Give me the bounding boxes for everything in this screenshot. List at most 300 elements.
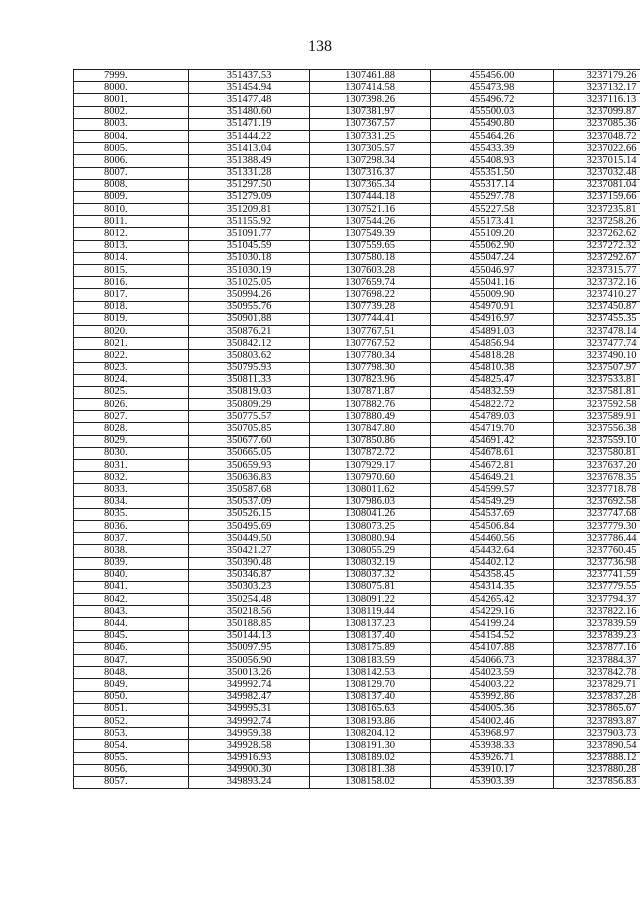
coordinate-cell: 1308158.02 — [310, 776, 431, 788]
coordinate-cell: 349893.24 — [189, 776, 310, 788]
point-number-cell: 8012. — [74, 228, 189, 240]
coordinate-cell: 1308165.63 — [310, 703, 431, 715]
table-row — [74, 776, 640, 788]
coordinate-cell: 3237048.72 — [554, 130, 640, 142]
table-row — [74, 606, 640, 618]
coordinate-cell: 1307444.18 — [310, 191, 431, 203]
coordinate-cell: 351471.19 — [189, 118, 310, 130]
coordinate-cell: 3237637.20 — [554, 460, 640, 472]
coordinate-cell: 350495.69 — [189, 520, 310, 532]
point-number-cell: 8040. — [74, 569, 189, 581]
table-row — [74, 350, 640, 362]
coordinate-cell: 3237015.14 — [554, 155, 640, 167]
coordinate-cell: 455009.90 — [431, 289, 554, 301]
point-number-cell: 8056. — [74, 764, 189, 776]
coordinate-cell: 453968.97 — [431, 728, 554, 740]
point-number-cell: 8051. — [74, 703, 189, 715]
coordinate-cell: 350144.13 — [189, 630, 310, 642]
point-number-cell: 8019. — [74, 313, 189, 325]
coordinate-cell: 350013.26 — [189, 667, 310, 679]
coordinate-cell: 1308193.86 — [310, 715, 431, 727]
coordinate-cell: 3237839.59 — [554, 618, 640, 630]
table-row — [74, 252, 640, 264]
coordinate-cell: 455041.16 — [431, 277, 554, 289]
point-number-cell: 8032. — [74, 472, 189, 484]
coordinate-cell: 1308032.19 — [310, 557, 431, 569]
point-number-cell: 8022. — [74, 350, 189, 362]
coordinate-cell: 454818.28 — [431, 350, 554, 362]
coordinate-cell: 350659.93 — [189, 460, 310, 472]
coordinate-cell: 349992.74 — [189, 679, 310, 691]
table-row — [74, 618, 640, 630]
coordinate-cell: 3237589.91 — [554, 411, 640, 423]
coordinates-table — [73, 69, 640, 789]
coordinate-cell: 1308037.32 — [310, 569, 431, 581]
coordinate-cell: 1307986.03 — [310, 496, 431, 508]
table-row — [74, 764, 640, 776]
coordinate-cell: 350346.87 — [189, 569, 310, 581]
coordinate-cell: 453938.33 — [431, 740, 554, 752]
table-row — [74, 374, 640, 386]
coordinate-cell: 1307744.41 — [310, 313, 431, 325]
coordinate-cell: 455227.58 — [431, 204, 554, 216]
coordinate-cell: 453903.39 — [431, 776, 554, 788]
coordinate-cell: 350795.93 — [189, 362, 310, 374]
coordinate-cell: 1307331.25 — [310, 130, 431, 142]
coordinate-cell: 455456.00 — [431, 70, 554, 82]
table-row — [74, 386, 640, 398]
coordinate-cell: 1307381.97 — [310, 106, 431, 118]
coordinate-cell: 350097.95 — [189, 642, 310, 654]
point-number-cell: 8002. — [74, 106, 189, 118]
coordinate-cell: 1307659.74 — [310, 277, 431, 289]
coordinate-cell: 3237865.67 — [554, 703, 640, 715]
coordinate-cell: 1307698.22 — [310, 289, 431, 301]
coordinate-cell: 350842.12 — [189, 338, 310, 350]
coordinate-cell: 3237581.81 — [554, 386, 640, 398]
coordinate-cell: 350809.29 — [189, 399, 310, 411]
coordinate-cell: 455109.20 — [431, 228, 554, 240]
coordinate-cell: 1308189.02 — [310, 752, 431, 764]
table-row — [74, 191, 640, 203]
coordinate-cell: 1308191.30 — [310, 740, 431, 752]
coordinate-cell: 350056.90 — [189, 655, 310, 667]
table-row — [74, 545, 640, 557]
coordinate-cell: 3237880.28 — [554, 764, 640, 776]
coordinate-cell: 349995.31 — [189, 703, 310, 715]
coordinate-cell: 455173.41 — [431, 216, 554, 228]
coordinate-cell: 1307549.39 — [310, 228, 431, 240]
point-number-cell: 8052. — [74, 715, 189, 727]
coordinate-cell: 455046.97 — [431, 265, 554, 277]
table-row — [74, 204, 640, 216]
coordinate-cell: 351454.94 — [189, 82, 310, 94]
coordinate-cell: 1307365.34 — [310, 179, 431, 191]
coordinate-cell: 350303.23 — [189, 581, 310, 593]
coordinate-cell: 1308119.44 — [310, 606, 431, 618]
table-row — [74, 240, 640, 252]
coordinate-cell: 455490.80 — [431, 118, 554, 130]
coordinate-cell: 3237877.16 — [554, 642, 640, 654]
coordinate-cell: 351437.53 — [189, 70, 310, 82]
point-number-cell: 8030. — [74, 447, 189, 459]
table-row — [74, 520, 640, 532]
coordinate-cell: 455297.78 — [431, 191, 554, 203]
coordinate-cell: 3237032.48 — [554, 167, 640, 179]
table-row — [74, 557, 640, 569]
point-number-cell: 8015. — [74, 265, 189, 277]
coordinate-cell: 3237099.87 — [554, 106, 640, 118]
coordinate-cell: 455062.90 — [431, 240, 554, 252]
coordinate-cell: 3237132.17 — [554, 82, 640, 94]
coordinate-cell: 454537.69 — [431, 508, 554, 520]
table-row — [74, 179, 640, 191]
point-number-cell: 8009. — [74, 191, 189, 203]
coordinate-cell: 3237884.37 — [554, 655, 640, 667]
coordinate-cell: 350526.15 — [189, 508, 310, 520]
coordinate-cell: 3237842.78 — [554, 667, 640, 679]
coordinate-cell: 350775.57 — [189, 411, 310, 423]
coordinate-cell: 454789.03 — [431, 411, 554, 423]
point-number-cell: 8054. — [74, 740, 189, 752]
coordinate-cell: 351091.77 — [189, 228, 310, 240]
coordinate-cell: 1307316.37 — [310, 167, 431, 179]
table-row — [74, 581, 640, 593]
coordinate-cell: 351413.04 — [189, 143, 310, 155]
coordinate-cell: 454314.35 — [431, 581, 554, 593]
table-row — [74, 655, 640, 667]
coordinate-cell: 454005.36 — [431, 703, 554, 715]
coordinate-cell: 1307767.51 — [310, 325, 431, 337]
coordinate-cell: 1308091.22 — [310, 594, 431, 606]
coordinate-cell: 454970.91 — [431, 301, 554, 313]
coordinate-cell: 1307739.28 — [310, 301, 431, 313]
coordinate-cell: 3237741.59 — [554, 569, 640, 581]
coordinate-cell: 351477.48 — [189, 94, 310, 106]
coordinate-cell: 3237786.44 — [554, 533, 640, 545]
table-row — [74, 594, 640, 606]
coordinate-cell: 453910.17 — [431, 764, 554, 776]
coordinate-cell: 1308011.62 — [310, 484, 431, 496]
coordinate-cell: 3237903.73 — [554, 728, 640, 740]
coordinate-cell: 1308137.40 — [310, 630, 431, 642]
point-number-cell: 8046. — [74, 642, 189, 654]
coordinate-cell: 350994.26 — [189, 289, 310, 301]
table-row — [74, 143, 640, 155]
coordinate-cell: 3237822.16 — [554, 606, 640, 618]
coordinate-cell: 350665.05 — [189, 447, 310, 459]
table-row — [74, 630, 640, 642]
page-number: 138 — [308, 38, 332, 55]
coordinate-cell: 3237450.87 — [554, 301, 640, 313]
coordinate-cell: 1307929.17 — [310, 460, 431, 472]
point-number-cell: 8007. — [74, 167, 189, 179]
coordinate-cell: 349982.47 — [189, 691, 310, 703]
coordinate-cell: 3237718.78 — [554, 484, 640, 496]
coordinate-cell: 455317.14 — [431, 179, 554, 191]
coordinate-cell: 454002.46 — [431, 715, 554, 727]
coordinate-cell: 454822.72 — [431, 399, 554, 411]
coordinate-cell: 349959.38 — [189, 728, 310, 740]
coordinate-cell: 350955.76 — [189, 301, 310, 313]
coordinate-cell: 454891.03 — [431, 325, 554, 337]
point-number-cell: 8004. — [74, 130, 189, 142]
coordinate-cell: 1308204.12 — [310, 728, 431, 740]
point-number-cell: 8033. — [74, 484, 189, 496]
table-row — [74, 106, 640, 118]
coordinate-cell: 454672.81 — [431, 460, 554, 472]
table-row — [74, 313, 640, 325]
point-number-cell: 8000. — [74, 82, 189, 94]
table-row — [74, 265, 640, 277]
coordinate-cell: 1307603.28 — [310, 265, 431, 277]
coordinate-cell: 3237839.23 — [554, 630, 640, 642]
table-row — [74, 228, 640, 240]
table-row — [74, 472, 640, 484]
coordinates-table-body — [74, 70, 640, 789]
coordinate-cell: 3237258.26 — [554, 216, 640, 228]
coordinate-cell: 350803.62 — [189, 350, 310, 362]
coordinate-cell: 350421.27 — [189, 545, 310, 557]
point-number-cell: 8057. — [74, 776, 189, 788]
point-number-cell: 8028. — [74, 423, 189, 435]
coordinate-cell: 3237272.32 — [554, 240, 640, 252]
coordinate-cell: 454402.12 — [431, 557, 554, 569]
coordinate-cell: 454107.88 — [431, 642, 554, 654]
coordinate-cell: 3237085.36 — [554, 118, 640, 130]
coordinate-cell: 455408.93 — [431, 155, 554, 167]
coordinate-cell: 350819.03 — [189, 386, 310, 398]
point-number-cell: 8024. — [74, 374, 189, 386]
point-number-cell: 8042. — [74, 594, 189, 606]
point-number-cell: 8026. — [74, 399, 189, 411]
coordinate-cell: 3237888.12 — [554, 752, 640, 764]
coordinate-cell: 1307798.30 — [310, 362, 431, 374]
coordinate-cell: 1307880.49 — [310, 411, 431, 423]
coordinate-cell: 351030.18 — [189, 252, 310, 264]
coordinate-cell: 350901.88 — [189, 313, 310, 325]
table-row — [74, 728, 640, 740]
coordinate-cell: 350587.68 — [189, 484, 310, 496]
point-number-cell: 8003. — [74, 118, 189, 130]
coordinate-cell: 454460.56 — [431, 533, 554, 545]
coordinate-cell: 3237490.10 — [554, 350, 640, 362]
coordinate-cell: 1308137.40 — [310, 691, 431, 703]
coordinate-cell: 1307871.87 — [310, 386, 431, 398]
point-number-cell: 8043. — [74, 606, 189, 618]
table-row — [74, 277, 640, 289]
coordinate-cell: 351297.50 — [189, 179, 310, 191]
table-row — [74, 740, 640, 752]
coordinate-cell: 351331.28 — [189, 167, 310, 179]
table-row — [74, 752, 640, 764]
coordinate-cell: 1308181.38 — [310, 764, 431, 776]
coordinate-cell: 1308080.94 — [310, 533, 431, 545]
coordinate-cell: 1307850.86 — [310, 435, 431, 447]
coordinate-cell: 454691.42 — [431, 435, 554, 447]
coordinate-cell: 454199.24 — [431, 618, 554, 630]
coordinate-cell: 3237794.37 — [554, 594, 640, 606]
coordinate-cell: 454003.22 — [431, 679, 554, 691]
coordinate-cell: 1307367.57 — [310, 118, 431, 130]
coordinate-cell: 454358.45 — [431, 569, 554, 581]
table-row — [74, 691, 640, 703]
table-row — [74, 508, 640, 520]
coordinate-cell: 1307414.58 — [310, 82, 431, 94]
coordinate-cell: 349900.30 — [189, 764, 310, 776]
coordinate-cell: 3237478.14 — [554, 325, 640, 337]
coordinate-cell: 349992.74 — [189, 715, 310, 727]
coordinate-cell: 454810.38 — [431, 362, 554, 374]
point-number-cell: 8055. — [74, 752, 189, 764]
coordinate-cell: 350254.48 — [189, 594, 310, 606]
coordinate-cell: 455500.03 — [431, 106, 554, 118]
point-number-cell: 8039. — [74, 557, 189, 569]
table-row — [74, 569, 640, 581]
coordinate-cell: 3237856.83 — [554, 776, 640, 788]
coordinate-cell: 454023.59 — [431, 667, 554, 679]
coordinate-cell: 3237159.66 — [554, 191, 640, 203]
point-number-cell: 8029. — [74, 435, 189, 447]
coordinate-cell: 350811.33 — [189, 374, 310, 386]
coordinate-cell: 1307559.65 — [310, 240, 431, 252]
table-row — [74, 423, 640, 435]
coordinate-cell: 350390.48 — [189, 557, 310, 569]
table-row — [74, 533, 640, 545]
coordinate-cell: 351155.92 — [189, 216, 310, 228]
coordinate-cell: 351209.81 — [189, 204, 310, 216]
coordinate-cell: 1307398.26 — [310, 94, 431, 106]
table-row — [74, 82, 640, 94]
point-number-cell: 8010. — [74, 204, 189, 216]
point-number-cell: 8049. — [74, 679, 189, 691]
coordinate-cell: 351025.05 — [189, 277, 310, 289]
coordinate-cell: 351480.60 — [189, 106, 310, 118]
coordinate-cell: 455047.24 — [431, 252, 554, 264]
coordinate-cell: 454599.57 — [431, 484, 554, 496]
point-number-cell: 8041. — [74, 581, 189, 593]
coordinate-cell: 1308175.89 — [310, 642, 431, 654]
coordinate-cell: 3237592.58 — [554, 399, 640, 411]
coordinate-cell: 454856.94 — [431, 338, 554, 350]
coordinate-cell: 1308055.29 — [310, 545, 431, 557]
point-number-cell: 8036. — [74, 520, 189, 532]
coordinate-cell: 351030.19 — [189, 265, 310, 277]
coordinate-cell: 350876.21 — [189, 325, 310, 337]
coordinate-cell: 1307882.76 — [310, 399, 431, 411]
coordinate-cell: 1307970.60 — [310, 472, 431, 484]
coordinate-cell: 453926.71 — [431, 752, 554, 764]
table-row — [74, 411, 640, 423]
point-number-cell: 8011. — [74, 216, 189, 228]
table-row — [74, 167, 640, 179]
coordinate-cell: 3237116.13 — [554, 94, 640, 106]
point-number-cell: 8017. — [74, 289, 189, 301]
coordinate-cell: 455473.98 — [431, 82, 554, 94]
coordinate-cell: 454649.21 — [431, 472, 554, 484]
table-row — [74, 460, 640, 472]
point-number-cell: 8037. — [74, 533, 189, 545]
point-number-cell: 8048. — [74, 667, 189, 679]
point-number-cell: 8045. — [74, 630, 189, 642]
coordinate-cell: 3237372.16 — [554, 277, 640, 289]
table-row — [74, 338, 640, 350]
point-number-cell: 8031. — [74, 460, 189, 472]
point-number-cell: 8001. — [74, 94, 189, 106]
coordinate-cell: 1308073.25 — [310, 520, 431, 532]
coordinate-cell: 3237022.66 — [554, 143, 640, 155]
coordinate-cell: 455351.50 — [431, 167, 554, 179]
coordinate-cell: 350705.85 — [189, 423, 310, 435]
table-row — [74, 715, 640, 727]
coordinate-cell: 1307872.72 — [310, 447, 431, 459]
coordinate-cell: 3237692.58 — [554, 496, 640, 508]
coordinate-cell: 454678.61 — [431, 447, 554, 459]
coordinate-cell: 3237533.81 — [554, 374, 640, 386]
coordinate-cell: 3237736.98 — [554, 557, 640, 569]
coordinate-cell: 454154.52 — [431, 630, 554, 642]
table-row — [74, 289, 640, 301]
coordinate-cell: 1307847.80 — [310, 423, 431, 435]
point-number-cell: 8047. — [74, 655, 189, 667]
coordinate-cell: 1307780.34 — [310, 350, 431, 362]
table-row — [74, 94, 640, 106]
table-row — [74, 118, 640, 130]
coordinate-cell: 3237235.81 — [554, 204, 640, 216]
table-row — [74, 496, 640, 508]
coordinate-cell: 350677.60 — [189, 435, 310, 447]
point-number-cell: 8038. — [74, 545, 189, 557]
table-row — [74, 435, 640, 447]
coordinate-cell: 1308142.53 — [310, 667, 431, 679]
table-row — [74, 447, 640, 459]
point-number-cell: 8013. — [74, 240, 189, 252]
point-number-cell: 7999. — [74, 70, 189, 82]
coordinate-cell: 3237580.81 — [554, 447, 640, 459]
coordinate-cell: 3237829.71 — [554, 679, 640, 691]
table-row — [74, 667, 640, 679]
coordinate-cell: 351444.22 — [189, 130, 310, 142]
coordinate-cell: 453992.86 — [431, 691, 554, 703]
table-row — [74, 484, 640, 496]
coordinate-cell: 454719.70 — [431, 423, 554, 435]
coordinate-cell: 1308041.26 — [310, 508, 431, 520]
table-row — [74, 130, 640, 142]
table-row — [74, 325, 640, 337]
coordinate-cell: 1307521.16 — [310, 204, 431, 216]
coordinate-cell: 3237455.35 — [554, 313, 640, 325]
coordinate-cell: 349928.58 — [189, 740, 310, 752]
coordinate-cell: 3237081.04 — [554, 179, 640, 191]
coordinate-cell: 454066.73 — [431, 655, 554, 667]
coordinate-cell: 3237292.67 — [554, 252, 640, 264]
coordinate-cell: 454832.59 — [431, 386, 554, 398]
coordinate-cell: 3237779.55 — [554, 581, 640, 593]
coordinate-cell: 3237837.28 — [554, 691, 640, 703]
coordinate-cell: 350537.09 — [189, 496, 310, 508]
coordinate-cell: 350188.85 — [189, 618, 310, 630]
table-row — [74, 679, 640, 691]
point-number-cell: 8008. — [74, 179, 189, 191]
table-row — [74, 703, 640, 715]
point-number-cell: 8016. — [74, 277, 189, 289]
coordinate-cell: 3237747.68 — [554, 508, 640, 520]
coordinate-cell: 1307544.26 — [310, 216, 431, 228]
point-number-cell: 8023. — [74, 362, 189, 374]
coordinate-cell: 351045.59 — [189, 240, 310, 252]
coordinate-cell: 3237893.87 — [554, 715, 640, 727]
table-row — [74, 70, 640, 82]
